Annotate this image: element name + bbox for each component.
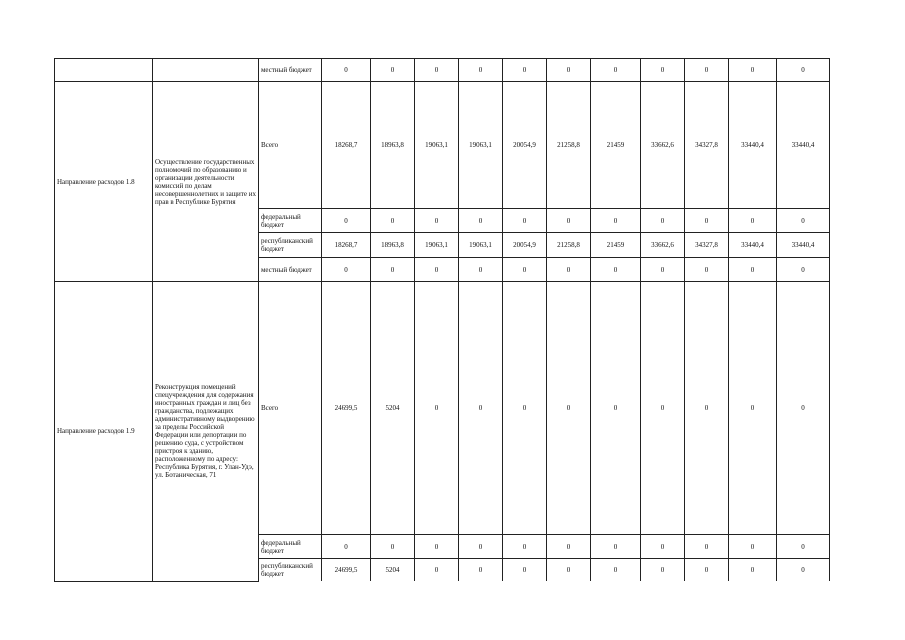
value-cell: 0 bbox=[371, 209, 415, 233]
value-cell: 0 bbox=[729, 209, 777, 233]
direction-label: Направление расходов 1.9 bbox=[55, 282, 153, 582]
value-cell: 0 bbox=[547, 59, 591, 82]
value-cell: 0 bbox=[729, 559, 777, 582]
value-cell: 18963,8 bbox=[371, 82, 415, 209]
value-cell: 0 bbox=[503, 258, 547, 282]
value-cell: 0 bbox=[591, 209, 641, 233]
value-cell: 33440,4 bbox=[777, 82, 830, 209]
value-cell: 21258,8 bbox=[547, 233, 591, 258]
value-cell: 19063,1 bbox=[415, 82, 459, 209]
funding-source-label: федеральный бюджет bbox=[259, 535, 322, 559]
value-cell: 0 bbox=[371, 258, 415, 282]
value-cell: 0 bbox=[503, 535, 547, 559]
value-cell: 5204 bbox=[371, 282, 415, 535]
value-cell: 0 bbox=[547, 282, 591, 535]
value-cell: 33662,6 bbox=[641, 82, 685, 209]
table-body bbox=[55, 59, 830, 582]
value-cell: 0 bbox=[641, 209, 685, 233]
value-cell: 19063,1 bbox=[459, 233, 503, 258]
value-cell: 0 bbox=[459, 535, 503, 559]
value-cell: 0 bbox=[322, 209, 371, 233]
value-cell: 0 bbox=[777, 258, 830, 282]
value-cell: 0 bbox=[591, 282, 641, 535]
value-cell: 0 bbox=[591, 258, 641, 282]
value-cell: 0 bbox=[322, 258, 371, 282]
value-cell: 0 bbox=[729, 535, 777, 559]
value-cell: 21459 bbox=[591, 233, 641, 258]
value-cell: 18963,8 bbox=[371, 233, 415, 258]
value-cell: 0 bbox=[459, 282, 503, 535]
funding-source-label: республиканский бюджет bbox=[259, 559, 322, 582]
value-cell: 0 bbox=[685, 258, 729, 282]
value-cell: 0 bbox=[685, 59, 729, 82]
value-cell: 0 bbox=[641, 282, 685, 535]
funding-source-label: Всего bbox=[259, 82, 322, 209]
value-cell: 0 bbox=[371, 59, 415, 82]
value-cell: 0 bbox=[641, 535, 685, 559]
value-cell: 0 bbox=[685, 209, 729, 233]
value-cell: 0 bbox=[371, 535, 415, 559]
value-cell: 0 bbox=[591, 59, 641, 82]
value-cell: 0 bbox=[322, 59, 371, 82]
value-cell: 0 bbox=[547, 209, 591, 233]
value-cell: 0 bbox=[415, 59, 459, 82]
value-cell: 34327,8 bbox=[685, 82, 729, 209]
value-cell: 19063,1 bbox=[415, 233, 459, 258]
value-cell: 0 bbox=[459, 559, 503, 582]
funding-source-label: федеральный бюджет bbox=[259, 209, 322, 233]
value-cell: 18268,7 bbox=[322, 233, 371, 258]
value-cell: 0 bbox=[459, 209, 503, 233]
value-cell: 0 bbox=[729, 258, 777, 282]
value-cell: 0 bbox=[503, 559, 547, 582]
value-cell: 0 bbox=[415, 258, 459, 282]
value-cell: 0 bbox=[547, 258, 591, 282]
value-cell: 20054,9 bbox=[503, 233, 547, 258]
funding-source-label: Всего bbox=[259, 282, 322, 535]
value-cell: 0 bbox=[685, 535, 729, 559]
value-cell: 18268,7 bbox=[322, 82, 371, 209]
value-cell: 0 bbox=[547, 535, 591, 559]
value-cell: 0 bbox=[641, 258, 685, 282]
funding-source-label: местный бюджет bbox=[259, 59, 322, 82]
value-cell: 0 bbox=[685, 282, 729, 535]
table-row bbox=[55, 59, 830, 82]
value-cell: 0 bbox=[777, 282, 830, 535]
direction-description: Реконструкция помещений спецучреждения для содержания иностранных граждан и лиц без гражданства, подлежащих административному выдворению за пределы Российской Федерации или депортации по решению суда, с устройством пристроя к зданию, расположенному по адресу: Республика Бурятия, г. Улан-Удэ, ул. Ботаническая, 71 bbox=[153, 282, 259, 582]
value-cell: 21459 bbox=[591, 82, 641, 209]
value-cell: 0 bbox=[415, 209, 459, 233]
direction-description: Осуществление государственных полномочий по образованию и организации деятельности комиссий по делам несовершеннолетних и защите их прав в Республике Бурятия bbox=[153, 82, 259, 282]
value-cell: 0 bbox=[777, 209, 830, 233]
value-cell: 0 bbox=[641, 559, 685, 582]
value-cell: 33440,4 bbox=[729, 82, 777, 209]
value-cell: 24699,5 bbox=[322, 282, 371, 535]
value-cell: 21258,8 bbox=[547, 82, 591, 209]
value-cell: 19063,1 bbox=[459, 82, 503, 209]
value-cell: 0 bbox=[503, 59, 547, 82]
value-cell: 0 bbox=[415, 282, 459, 535]
table-row bbox=[55, 82, 830, 209]
value-cell: 0 bbox=[777, 59, 830, 82]
value-cell: 20054,9 bbox=[503, 82, 547, 209]
funding-source-label: республиканский бюджет bbox=[259, 233, 322, 258]
direction-label: Направление расходов 1.8 bbox=[55, 82, 153, 282]
value-cell: 0 bbox=[591, 535, 641, 559]
value-cell: 0 bbox=[459, 59, 503, 82]
value-cell: 0 bbox=[777, 535, 830, 559]
value-cell: 0 bbox=[322, 535, 371, 559]
value-cell: 33440,4 bbox=[729, 233, 777, 258]
value-cell: 5204 bbox=[371, 559, 415, 582]
value-cell: 0 bbox=[547, 559, 591, 582]
value-cell: 33440,4 bbox=[777, 233, 830, 258]
budget-table bbox=[54, 58, 830, 582]
value-cell: 0 bbox=[591, 559, 641, 582]
value-cell: 0 bbox=[777, 559, 830, 582]
value-cell: 0 bbox=[415, 559, 459, 582]
value-cell: 33662,6 bbox=[641, 233, 685, 258]
value-cell: 0 bbox=[729, 282, 777, 535]
value-cell: 0 bbox=[641, 59, 685, 82]
value-cell: 0 bbox=[503, 282, 547, 535]
value-cell: 24699,5 bbox=[322, 559, 371, 582]
value-cell: 0 bbox=[503, 209, 547, 233]
value-cell: 34327,8 bbox=[685, 233, 729, 258]
value-cell: 0 bbox=[459, 258, 503, 282]
description-cell-empty bbox=[153, 59, 259, 82]
value-cell: 0 bbox=[729, 59, 777, 82]
table-row bbox=[55, 282, 830, 535]
funding-source-label: местный бюджет bbox=[259, 258, 322, 282]
value-cell: 0 bbox=[415, 535, 459, 559]
direction-cell-empty bbox=[55, 59, 153, 82]
value-cell: 0 bbox=[685, 559, 729, 582]
